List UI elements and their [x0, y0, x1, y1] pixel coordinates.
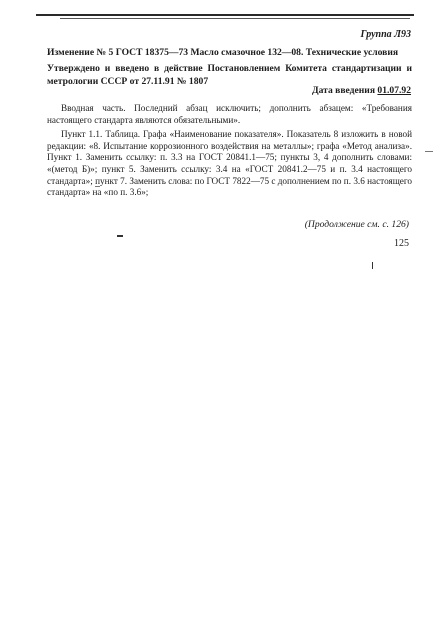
scan-mark: [117, 235, 123, 237]
top-rule-secondary: [60, 18, 410, 19]
approval-statement: Утверждено и введено в действие Постановлением Комитета стандартизации и метрологии СССР от 27.11.91 № 1807: [47, 63, 412, 87]
amendment-title: Изменение № 5 ГОСТ 18375—73 Масло смазочное 132—08. Технические условия: [47, 47, 399, 58]
page-number: 125: [394, 238, 409, 249]
continued-note: (Продолжение см. с. 126): [304, 219, 409, 230]
scan-mark: [425, 151, 433, 152]
introduction-date-value: 01.07.92: [377, 85, 411, 96]
scan-mark: [95, 186, 100, 187]
paragraph-item-1-1: Пункт 1.1. Таблица. Графа «Наименование показателя». Показатель 8 изложить в новой редакции: «8. Испытание коррозионного воздействия на металлы»; графа «Метод анализа». Пункт 1. Заменить ссылку: п. 3.3 на ГОСТ 20841.1—75; пункты 3, 4 дополнить словами: «(метод Б)»; пункт 5. Заменить ссылку: 3.4 на «ГОСТ 20841.2—75 и п. 3.4 настоящего стандарта»; пункт 7. Заменить слова: по ГОСТ 7822—75 с дополнением по п. 3.6 настоящего стандарта» на «по п. 3.6»;: [47, 129, 412, 198]
amendment-body: [47, 103, 412, 202]
scan-mark: [372, 262, 373, 269]
group-code: Группа Л93: [360, 29, 411, 40]
introduction-date-label: Дата введения: [311, 85, 376, 96]
introduction-date: [312, 85, 411, 96]
paragraph-intro: Вводная часть. Последний абзац исключить; дополнить абзацем: «Требования настоящего стандарта являются обязательными».: [47, 103, 412, 125]
top-rule: [36, 14, 414, 16]
